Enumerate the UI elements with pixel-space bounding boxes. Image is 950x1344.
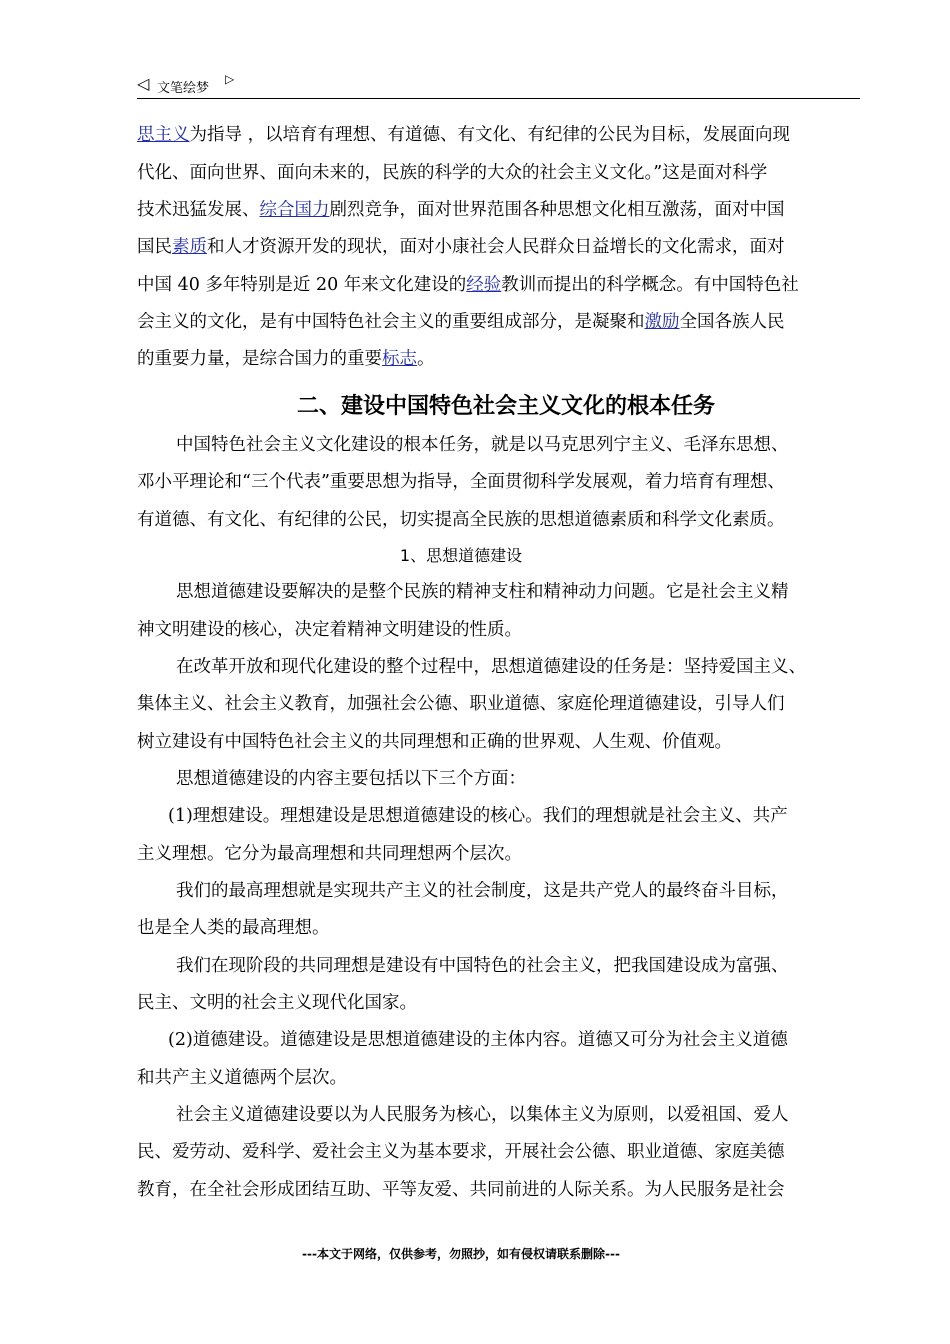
text-line: 有道德、有文化、有纪律的公民，切实提高全民族的思想道德素质和科学文化素质。	[137, 510, 785, 530]
text-line: 我们在现阶段的共同理想是建设有中国特色的社会主义，把我国建设成为富强、	[176, 956, 789, 976]
header-title: 文笔绘梦	[157, 81, 210, 96]
text-line: 思想道德建设要解决的是整个民族的精神支柱和精神动力问题。它是社会主义精	[176, 582, 789, 602]
text-line: 神文明建设的核心，决定着精神文明建设的性质。	[137, 620, 522, 640]
right-triangle-icon: ▷	[225, 72, 235, 86]
link-motivate[interactable]: 激励	[644, 312, 680, 332]
page-footer: ---本文于网络，仅供参考，勿照抄，如有侵权请联系删除---	[302, 1247, 620, 1261]
text-span: 剧烈竞争，面对世界范围各种思想文化相互激荡，面对中国	[329, 200, 785, 220]
text-line: 邓小平理论和“三个代表”重要思想为指导，全面贯彻科学发展观，着力培育有理想、	[137, 472, 785, 492]
text-span: 会主义的文化，是有中国特色社会主义的重要组成部分，是凝聚和	[137, 312, 645, 332]
section-heading: 二、建设中国特色社会主义文化的根本任务	[296, 394, 715, 419]
link-experience[interactable]: 经验	[466, 275, 502, 295]
subsection-heading: 1、思想道德建设	[399, 546, 523, 565]
text-span: 为指导 ，以培育有理想、有道德、有文化、有纪律的公民为目标，发展面向现	[189, 125, 791, 145]
link-comprehensive-strength[interactable]: 综合国力	[259, 200, 330, 220]
page-header	[137, 72, 860, 99]
text-span: 的重要力量，是综合国力的重要	[137, 349, 382, 369]
text-line: (1)理想建设。理想建设是思想道德建设的核心。我们的理想就是社会主义、共产	[168, 806, 788, 826]
text-line: 和共产主义道德两个层次。	[137, 1068, 347, 1088]
link-symbol[interactable]: 标志	[382, 349, 417, 369]
text-line: 我们的最高理想就是实现共产主义的社会制度，这是共产党人的最终奋斗目标，	[176, 881, 789, 901]
text-span: 。	[417, 349, 435, 369]
text-line: 教育，在全社会形成团结互助、平等友爱、共同前进的人际关系。为人民服务是社会	[137, 1180, 785, 1200]
text-line	[137, 348, 435, 370]
text-line: 代化、面向世界、面向未来的，民族的科学的大众的社会主义文化。”这是面对科学	[137, 163, 768, 183]
text-line: 在改革开放和现代化建设的整个过程中，思想道德建设的任务是：坚持爱国主义、	[176, 657, 806, 677]
left-triangle-icon: ◁	[137, 74, 150, 93]
text-line: (2)道德建设。道德建设是思想道德建设的主体内容。道德又可分为社会主义道德	[168, 1030, 788, 1050]
text-line: 也是全人类的最高理想。	[137, 918, 330, 938]
text-line: 树立建设有中国特色社会主义的共同理想和正确的世界观、人生观、价值观。	[137, 732, 732, 752]
text-line: 社会主义道德建设要以为人民服务为核心，以集体主义为原则，以爱祖国、爱人	[176, 1105, 789, 1125]
text-line	[137, 124, 790, 146]
text-line: 民、爱劳动、爱科学、爱社会主义为基本要求，开展社会公德、职业道德、家庭美德	[137, 1142, 785, 1162]
text-line: 中国特色社会主义文化建设的根本任务，就是以马克思列宁主义、毛泽东思想、	[176, 435, 789, 455]
text-line: 民主、文明的社会主义现代化国家。	[137, 993, 417, 1013]
text-line	[137, 274, 799, 296]
link-marxism[interactable]: 思主义	[137, 125, 190, 145]
text-span: 国民	[137, 237, 172, 257]
text-line	[137, 311, 785, 333]
text-span: 全国各族人民	[679, 312, 785, 332]
link-quality[interactable]: 素质	[172, 237, 207, 257]
text-line: 集体主义、社会主义教育，加强社会公德、职业道德、家庭伦理道德建设，引导人们	[137, 694, 785, 714]
text-span: 中国 40 多年特别是近 20 年来文化建设的	[137, 275, 467, 295]
text-line	[137, 199, 785, 221]
text-line	[137, 236, 785, 258]
text-span: 教训而提出的科学概念。有中国特色社	[501, 275, 799, 295]
text-span: 技术迅猛发展、	[137, 200, 260, 220]
text-span: 和人才资源开发的现状，面对小康社会人民群众日益增长的文化需求，面对	[207, 237, 785, 257]
text-line: 思想道德建设的内容主要包括以下三个方面：	[176, 769, 526, 789]
text-line: 主义理想。它分为最高理想和共同理想两个层次。	[137, 844, 522, 864]
